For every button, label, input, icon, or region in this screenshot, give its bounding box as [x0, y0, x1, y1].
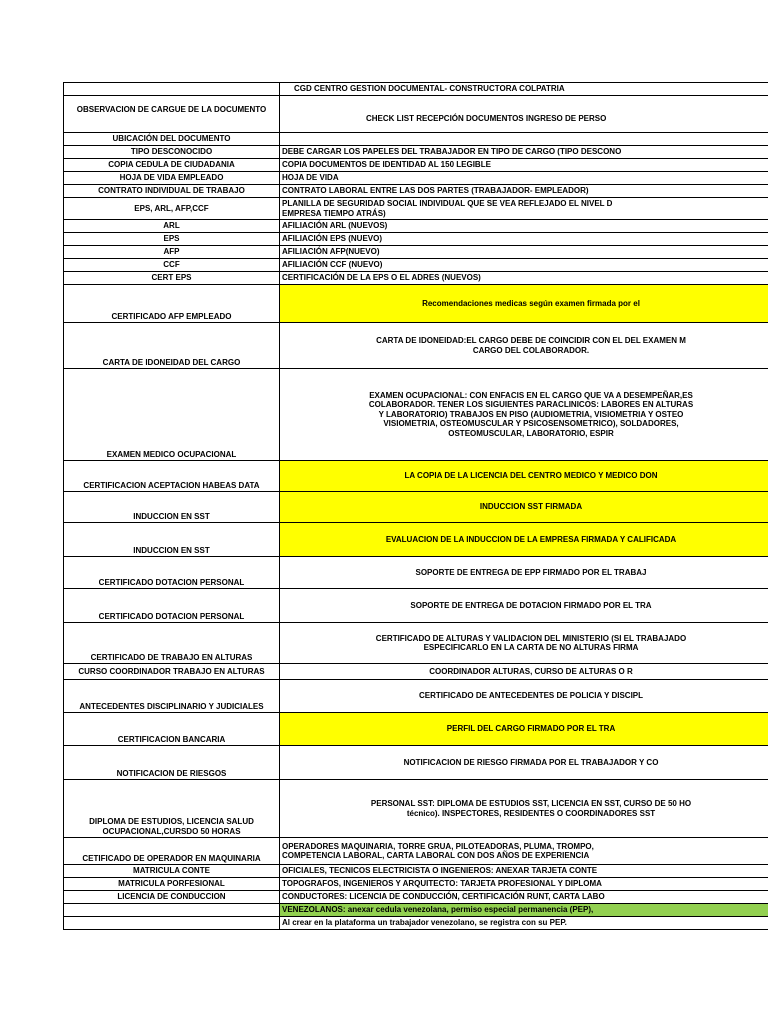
table-row — [64, 159, 768, 172]
checklist-table — [63, 82, 768, 930]
row-description-cell[interactable]: AFILIACIÓN AFP(NUEVO) — [280, 246, 768, 259]
row-label-cell[interactable]: CERTIFICADO DOTACION PERSONAL — [64, 589, 280, 623]
row-label-cell[interactable]: CURSO COORDINADOR TRABAJO EN ALTURAS — [64, 664, 280, 680]
table-row — [64, 246, 768, 259]
table-row — [64, 746, 768, 780]
table-row — [64, 664, 768, 680]
table-row — [64, 220, 768, 233]
row-description-cell[interactable]: Recomendaciones medicas según examen firmada por el — [280, 285, 768, 323]
table-row — [64, 233, 768, 246]
row-label-cell[interactable]: CONTRATO INDIVIDUAL DE TRABAJO — [64, 185, 280, 198]
table-row — [64, 369, 768, 461]
row-label-cell[interactable]: NOTIFICACION DE RIESGOS — [64, 746, 280, 780]
row-description-cell[interactable]: CERTIFICACIÓN DE LA EPS O EL ADRES (NUEVOS) — [280, 272, 768, 285]
table-row — [64, 865, 768, 878]
table-row — [64, 623, 768, 664]
row-label-cell[interactable]: MATRICULA PORFESIONAL — [64, 878, 280, 891]
table-row — [64, 891, 768, 904]
row-description-cell[interactable]: CERTIFICADO DE ANTECEDENTES DE POLICIA Y DISCIPL — [280, 680, 768, 713]
row-description-cell[interactable]: PERSONAL SST: DIPLOMA DE ESTUDIOS SST, LICENCIA EN SST, CURSO DE 50 HO técnico). INSPECTORES, RESIDENTES O COORDINADORES SST — [280, 780, 768, 838]
table-row — [64, 557, 768, 589]
row-description-cell[interactable]: SOPORTE DE ENTREGA DE DOTACION FIRMADO POR EL TRA — [280, 589, 768, 623]
row-description-cell[interactable]: OFICIALES, TECNICOS ELECTRICISTA O INGENIEROS: ANEXAR TARJETA CONTE — [280, 865, 768, 878]
table-row — [64, 259, 768, 272]
row-label-cell[interactable]: UBICACIÓN DEL DOCUMENTO — [64, 133, 280, 146]
row-label-cell[interactable]: EPS — [64, 233, 280, 246]
row-label-cell[interactable]: CERTIFICADO DOTACION PERSONAL — [64, 557, 280, 589]
table-row — [64, 185, 768, 198]
row-label-cell[interactable]: EPS, ARL, AFP,CCF — [64, 198, 280, 220]
row-label-cell[interactable]: ANTECEDENTES DISCIPLINARIO Y JUDICIALES — [64, 680, 280, 713]
row-label-cell[interactable]: CERTIFICADO AFP EMPLEADO — [64, 285, 280, 323]
table-row — [64, 492, 768, 523]
row-description-cell[interactable]: NOTIFICACION DE RIESGO FIRMADA POR EL TRABAJADOR Y CO — [280, 746, 768, 780]
table-row — [64, 198, 768, 220]
row-label-cell[interactable]: LICENCIA DE CONDUCCION — [64, 891, 280, 904]
row-label-cell[interactable]: INDUCCION EN SST — [64, 523, 280, 557]
table-row — [64, 285, 768, 323]
row-description-cell[interactable]: AFILIACIÓN EPS (NUEVO) — [280, 233, 768, 246]
row-label-cell[interactable]: CERTIFICACION ACEPTACION HABEAS DATA — [64, 461, 280, 492]
row-label-cell[interactable]: EXAMEN MEDICO OCUPACIONAL — [64, 369, 280, 461]
table-row — [64, 838, 768, 865]
table-row — [64, 904, 768, 917]
row-description-cell[interactable]: OPERADORES MAQUINARIA, TORRE GRUA, PILOTEADORAS, PLUMA, TROMPO, COMPETENCIA LABORAL, CARTA LABORAL CON DOS AÑOS DE EXPERIENCIA — [280, 838, 768, 865]
row-description-cell[interactable]: Al crear en la plataforma un trabajador venezolano, se registra con su PEP. — [280, 917, 768, 930]
row-description-cell[interactable]: AFILIACIÓN ARL (NUEVOS) — [280, 220, 768, 233]
row-label-cell[interactable]: CERTIFICADO DE TRABAJO EN ALTURAS — [64, 623, 280, 664]
row-description-cell[interactable]: COPIA DOCUMENTOS DE IDENTIDAD AL 150 LEGIBLE — [280, 159, 768, 172]
row-label-cell[interactable] — [64, 917, 280, 930]
header-row — [64, 96, 768, 133]
row-description-cell[interactable]: VENEZOLANOS: anexar cedula venezolana, permiso especial permanencia (PEP), — [280, 904, 768, 917]
row-description-cell[interactable]: LA COPIA DE LA LICENCIA DEL CENTRO MEDICO Y MEDICO DON — [280, 461, 768, 492]
table-row — [64, 172, 768, 185]
row-label-cell[interactable] — [64, 904, 280, 917]
row-label-cell[interactable]: CETIFICADO DE OPERADOR EN MAQUINARIA — [64, 838, 280, 865]
row-description-cell[interactable]: DEBE CARGAR LOS PAPELES DEL TRABAJADOR EN TIPO DE CARGO (TIPO DESCONO — [280, 146, 768, 159]
row-description-cell[interactable]: TOPOGRAFOS, INGENIEROS Y ARQUITECTO: TARJETA PROFESIONAL Y DIPLOMA — [280, 878, 768, 891]
table-row — [64, 461, 768, 492]
row-description-cell[interactable]: CERTIFICADO DE ALTURAS Y VALIDACION DEL MINISTERIO (SI EL TRABAJADO ESPECIFICARLO EN LA CARTA DE NO ALTURAS FIRMA — [280, 623, 768, 664]
row-description-cell[interactable]: COORDINADOR ALTURAS, CURSO DE ALTURAS O R — [280, 664, 768, 680]
row-label-cell[interactable]: INDUCCION EN SST — [64, 492, 280, 523]
title-row — [64, 83, 768, 96]
row-label-cell[interactable]: MATRICULA CONTE — [64, 865, 280, 878]
row-description-cell[interactable]: CONDUCTORES: LICENCIA DE CONDUCCIÓN, CERTIFICACIÓN RUNT, CARTA LABO — [280, 891, 768, 904]
row-label-cell[interactable]: DIPLOMA DE ESTUDIOS, LICENCIA SALUD OCUPACIONAL,CURSDO 50 HORAS — [64, 780, 280, 838]
table-row — [64, 680, 768, 713]
row-description-cell[interactable]: INDUCCION SST FIRMADA — [280, 492, 768, 523]
title-empty-cell[interactable] — [64, 83, 280, 96]
table-row — [64, 272, 768, 285]
row-label-cell[interactable]: CCF — [64, 259, 280, 272]
row-label-cell[interactable]: CERT EPS — [64, 272, 280, 285]
table-row — [64, 146, 768, 159]
row-label-cell[interactable]: CARTA DE IDONEIDAD DEL CARGO — [64, 323, 280, 369]
row-description-cell[interactable]: AFILIACIÓN CCF (NUEVO) — [280, 259, 768, 272]
table-row — [64, 917, 768, 930]
row-label-cell[interactable]: COPIA CEDULA DE CIUDADANIA — [64, 159, 280, 172]
row-label-cell[interactable]: ARL — [64, 220, 280, 233]
row-label-cell[interactable]: HOJA DE VIDA EMPLEADO — [64, 172, 280, 185]
row-description-cell[interactable]: PLANILLA DE SEGURIDAD SOCIAL INDIVIDUAL QUE SE VEA REFLEJADO EL NIVEL D EMPRESA TIEMPO ATRÁS) — [280, 198, 768, 220]
row-description-cell[interactable]: PERFIL DEL CARGO FIRMADO POR EL TRA — [280, 713, 768, 746]
row-description-cell[interactable]: EXAMEN OCUPACIONAL: CON ENFACIS EN EL CARGO QUE VA A DESEMPEÑAR,ES COLABORADOR. TENER LOS SIGUIENTES PARACLINICOS: LABORES EN ALTURAS Y LABORATORIO) TRABAJOS EN PISO (AUDIOMETRIA, VISIOMETRIA Y OSTEO VISIOMETRIA, OSTEOMUSCULAR Y PSICOSENSOMETRICO), SOLDADORES, OSTEOMUSCULAR, LABORATORIO, ESPIR — [280, 369, 768, 461]
table-row — [64, 589, 768, 623]
col2-header: CHECK LIST RECEPCIÓN DOCUMENTOS INGRESO DE PERSO — [280, 96, 768, 133]
table-row — [64, 523, 768, 557]
table-row — [64, 780, 768, 838]
row-label-cell[interactable]: CERTIFICACION BANCARIA — [64, 713, 280, 746]
table-row — [64, 713, 768, 746]
sheet-title: CGD CENTRO GESTION DOCUMENTAL- CONSTRUCTORA COLPATRIA — [280, 83, 768, 96]
table-row — [64, 133, 768, 146]
row-description-cell[interactable]: HOJA DE VIDA — [280, 172, 768, 185]
row-description-cell[interactable]: SOPORTE DE ENTREGA DE EPP FIRMADO POR EL TRABAJ — [280, 557, 768, 589]
row-label-cell[interactable]: TIPO DESCONOCIDO — [64, 146, 280, 159]
row-description-cell[interactable]: EVALUACION DE LA INDUCCION DE LA EMPRESA FIRMADA Y CALIFICADA — [280, 523, 768, 557]
row-description-cell[interactable]: CONTRATO LABORAL ENTRE LAS DOS PARTES (TRABAJADOR- EMPLEADOR) — [280, 185, 768, 198]
table-row — [64, 323, 768, 369]
row-description-cell[interactable]: CARTA DE IDONEIDAD:EL CARGO DEBE DE COINCIDIR CON EL DEL EXAMEN M CARGO DEL COLABORADOR. — [280, 323, 768, 369]
row-description-cell[interactable] — [280, 133, 768, 146]
table-row — [64, 878, 768, 891]
row-label-cell[interactable]: AFP — [64, 246, 280, 259]
col1-header: OBSERVACION DE CARGUE DE LA DOCUMENTO — [64, 96, 280, 133]
